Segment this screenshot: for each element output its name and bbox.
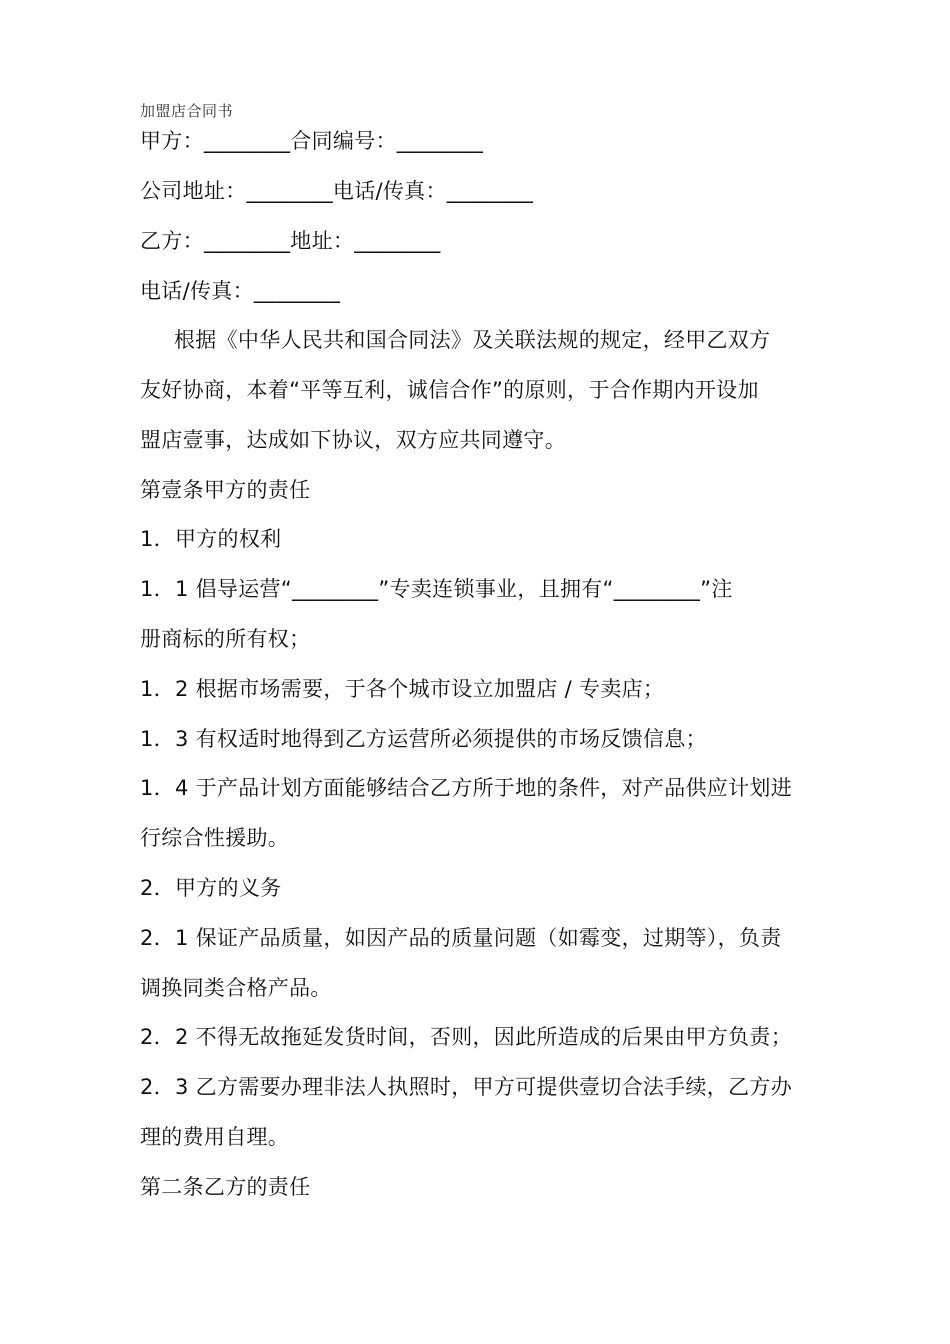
clause-line: 行综合性援助。: [140, 826, 290, 850]
phone-fax-line: 电话/传真：________: [140, 279, 341, 303]
clause-line: 2．2 不得无故拖延发货时间，否则，因此所造成的后果由甲方负责；: [140, 1025, 792, 1049]
clause-line: 1．2 根据市场需要，于各个城市设立加盟店 / 专卖店；: [140, 677, 665, 701]
section-heading: 2．甲方的义务: [140, 876, 282, 900]
clause-line: 2．3 乙方需要办理非法人执照时，甲方可提供壹切合法手续，乙方办: [140, 1075, 792, 1099]
preamble-line: 根据《中华人民共和国合同法》及关联法规的规定，经甲乙双方: [174, 328, 771, 352]
preamble-line: 友好协商，本着“平等互利，诚信合作”的原则，于合作期内开设加: [140, 378, 759, 402]
clause-line: 调换同类合格产品。: [140, 976, 332, 1000]
clause-line: 1．3 有权适时地得到乙方运营所必须提供的市场反馈信息；: [140, 727, 707, 751]
clause-line: 册商标的所有权；: [140, 627, 311, 651]
party-a-line: 甲方：________合同编号：________: [140, 129, 484, 153]
clause-line: 理的费用自理。: [140, 1125, 290, 1149]
party-b-line: 乙方：________地址：________: [140, 229, 441, 253]
clause-line: 2．1 保证产品质量，如因产品的质量问题（如霉变，过期等），负责: [140, 926, 782, 950]
company-address-line: 公司地址：________电话/传真：________: [140, 179, 534, 203]
article-heading: 第二条乙方的责任: [140, 1175, 311, 1199]
clause-line: 1．4 于产品计划方面能够结合乙方所于地的条件，对产品供应计划进: [140, 776, 792, 800]
document-title: 加盟店合同书: [140, 102, 234, 120]
section-heading: 1．甲方的权利: [140, 527, 282, 551]
clause-line: 1．1 倡导运营“________”专卖连锁事业，且拥有“________”注: [140, 577, 733, 601]
article-heading: 第壹条甲方的责任: [140, 478, 311, 502]
preamble-line: 盟店壹事，达成如下协议，双方应共同遵守。: [140, 428, 566, 452]
